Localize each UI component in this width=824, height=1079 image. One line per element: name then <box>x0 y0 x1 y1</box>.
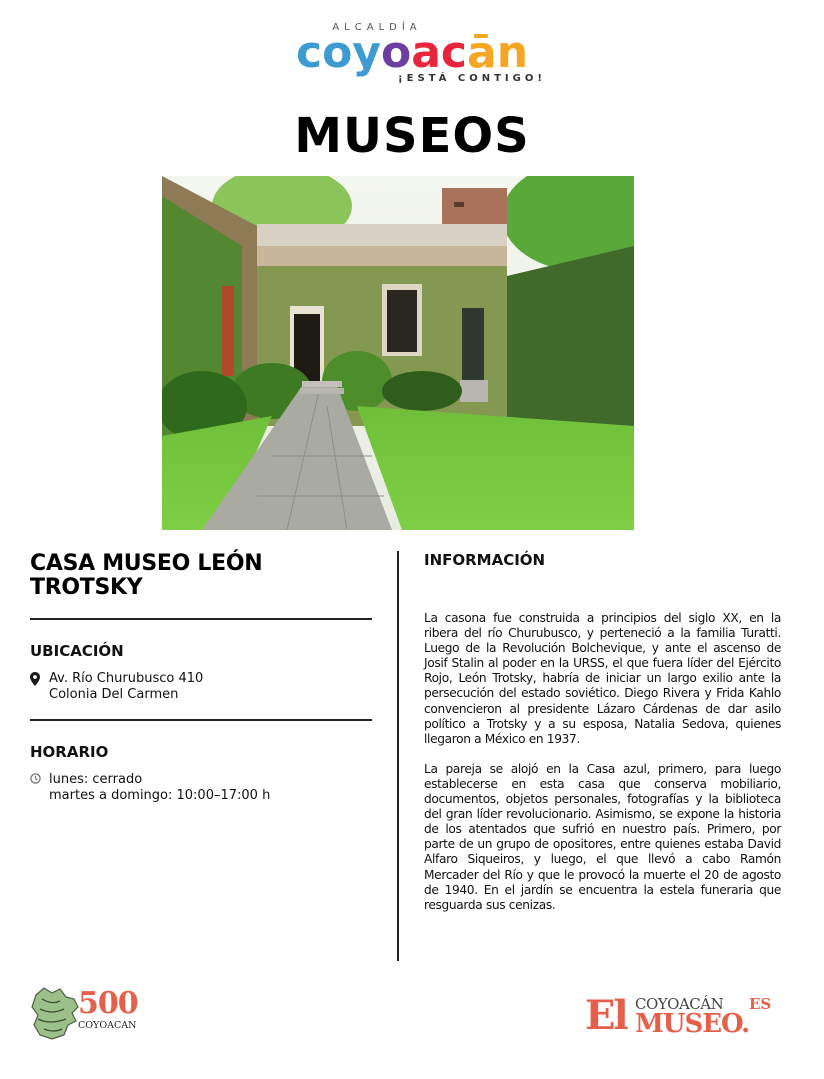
logo-museo: MUSEO. <box>635 1009 750 1039</box>
museum-name-line1: CASA MUSEO LEÓN <box>30 551 263 576</box>
logo-top-text: ALCALDÍA <box>332 22 422 33</box>
divider <box>30 719 372 721</box>
museum-photo <box>162 176 634 530</box>
information-title: INFORMACIÓN <box>424 551 546 569</box>
logo-coyoacan: COYOACÁN <box>635 995 724 1013</box>
information-paragraph-2: La pareja se alojó en la Casa azul, primero, para luego establecerse en esta casa que conserva mobiliario, documentos, objetos personales, fotografías y la biblioteca del gran líder revolucionario. Asimismo, se expone la historia de los atentados que sufrió en nuestro país. Primero, por parte de un grupo de opositores, entre quienes estaba David Alfaro Siqueiros, y luego, el que llevó a cabo Ramón Mercader del Río y que le provocó la muerte el 20 de agosto de 1940. En el jardín se encuentra la estela funeraria que resguarda sus cenizas. <box>424 761 781 912</box>
coyoacan-500-logo <box>30 985 145 1040</box>
el-coyoacan-es-museo-logo <box>585 994 785 1044</box>
schedule-line1: lunes: cerrado <box>49 772 143 787</box>
divider <box>30 618 372 620</box>
logo-es: ES <box>749 995 772 1013</box>
information-paragraph-1: La casona fue construida a principios del siglo XX, en la ribera del río Churubusco, y perteneció a la familia Turatti. Luego de la Revolución Bolchevique, y ante el ascenso de Josif Stalin al poder en la URSS, el que fuera líder del Ejército Rojo, León Trotsky, habría de iniciar un largo exilio ante la persecución del estado soviético. Diego Rivera y Frida Kahlo convencieron al presidente Lázaro Cárdenas de dar asilo político a Trotsky y a su esposa, Natalia Sedova, quienes llegaron a México en 1937. <box>424 611 781 746</box>
schedule <box>30 772 372 804</box>
logo-500-text: COYOACAN <box>78 1020 137 1031</box>
address-line1: Av. Río Churubusco 410 <box>49 671 204 686</box>
museum-name <box>30 552 372 600</box>
information-section <box>424 551 781 913</box>
schedule-title: HORARIO <box>30 743 109 761</box>
column-divider <box>397 551 399 961</box>
schedule-line2: martes a domingo: 10:00–17:00 h <box>49 788 271 803</box>
museum-name-line2: TROTSKY <box>30 575 143 600</box>
page-title: MUSEOS <box>294 108 530 164</box>
logo-500-number: 500 <box>78 986 138 1021</box>
address-line2: Colonia Del Carmen <box>49 687 179 702</box>
wordmark-part-4: ān <box>467 27 529 78</box>
address <box>30 671 372 703</box>
clock-icon <box>30 772 49 789</box>
alcaldia-coyoacan-logo <box>0 22 824 84</box>
map-pin-icon <box>30 671 49 692</box>
wordmark-part-1: coy <box>295 27 381 78</box>
coyote-head-icon <box>30 985 80 1040</box>
logo-tagline: ¡ESTÁ CONTIGO! <box>398 73 546 84</box>
logo-el: El <box>585 992 627 1039</box>
wordmark-part-2: o <box>380 27 412 78</box>
wordmark-part-3: ac <box>411 27 467 78</box>
museum-details <box>30 552 372 804</box>
location-title: UBICACIÓN <box>30 642 124 660</box>
